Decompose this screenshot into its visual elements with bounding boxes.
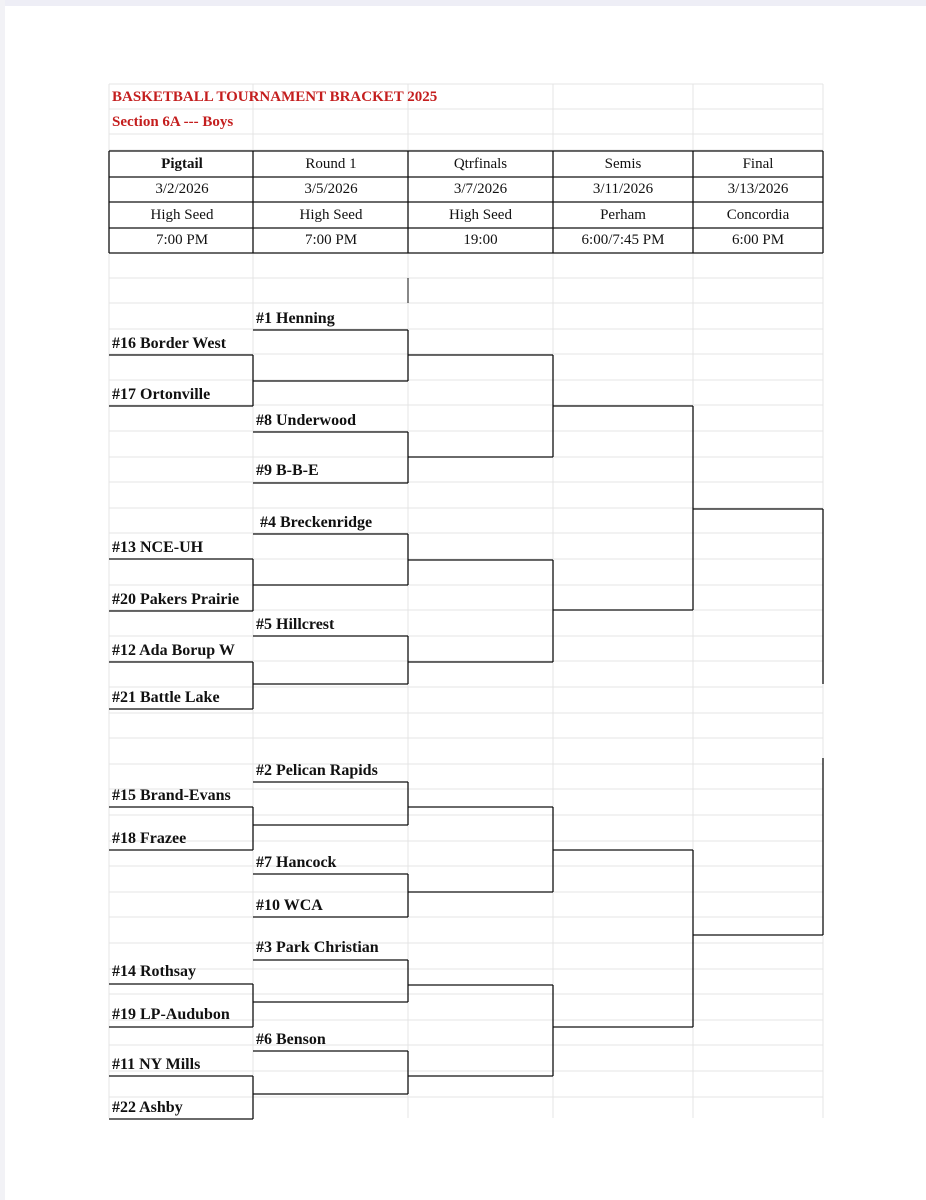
round1-team: #7 Hancock	[256, 854, 337, 871]
site-round1: High Seed	[299, 207, 363, 223]
round1-team: #2 Pelican Rapids	[256, 762, 378, 779]
round-name-round1: Round 1	[305, 156, 357, 172]
date-final: 3/13/2026	[727, 181, 789, 197]
round1-team: #4 Breckenridge	[260, 514, 373, 531]
page-subtitle: Section 6A --- Boys	[112, 114, 234, 130]
pigtail-team: #11 NY Mills	[112, 1056, 201, 1073]
site-pigtail: High Seed	[150, 207, 214, 223]
pigtail-team: #16 Border West	[112, 335, 227, 352]
date-round1: 3/5/2026	[304, 181, 358, 197]
round1-team: #8 Underwood	[256, 412, 357, 429]
pigtail-team: #20 Pakers Prairie	[112, 591, 240, 608]
time-pigtail: 7:00 PM	[155, 232, 209, 248]
page-title: BASKETBALL TOURNAMENT BRACKET 2025	[112, 89, 438, 105]
site-final: Concordia	[726, 207, 790, 223]
date-semis: 3/11/2026	[592, 181, 654, 197]
time-final: 6:00 PM	[731, 232, 785, 248]
site-qtrfinals: High Seed	[449, 207, 512, 223]
time-qtrfinals: 19:00	[463, 232, 498, 248]
round1-team: #3 Park Christian	[256, 939, 379, 956]
pigtail-team: #13 NCE-UH	[112, 539, 204, 556]
time-semis: 6:00/7:45 PM	[581, 232, 665, 248]
round-name-semis: Semis	[604, 156, 642, 172]
round-name-pigtail: Pigtail	[161, 156, 203, 172]
pigtail-team: #14 Rothsay	[112, 963, 197, 980]
pigtail-team: #12 Ada Borup W	[112, 642, 235, 659]
round-name-qtrfinals: Qtrfinals	[453, 156, 508, 172]
pigtail-team: #15 Brand-Evans	[112, 787, 231, 804]
date-pigtail: 3/2/2026	[155, 181, 209, 197]
pigtail-team: #17 Ortonville	[112, 386, 211, 403]
round1-team: #1 Henning	[256, 310, 335, 327]
pigtail-team: #18 Frazee	[112, 830, 187, 847]
round1-team: #6 Benson	[256, 1031, 326, 1048]
round-name-final: Final	[742, 156, 774, 172]
pigtail-team: #19 LP-Audubon	[112, 1006, 230, 1023]
round1-team: #9 B-B-E	[256, 462, 319, 479]
site-semis: Perham	[600, 207, 646, 223]
date-qtrfinals: 3/7/2026	[453, 181, 508, 197]
round1-team: #10 WCA	[256, 897, 323, 914]
time-round1: 7:00 PM	[304, 232, 358, 248]
pigtail-team: #22 Ashby	[112, 1099, 183, 1116]
round1-team: #5 Hillcrest	[256, 616, 335, 633]
pigtail-team: #21 Battle Lake	[112, 689, 220, 706]
